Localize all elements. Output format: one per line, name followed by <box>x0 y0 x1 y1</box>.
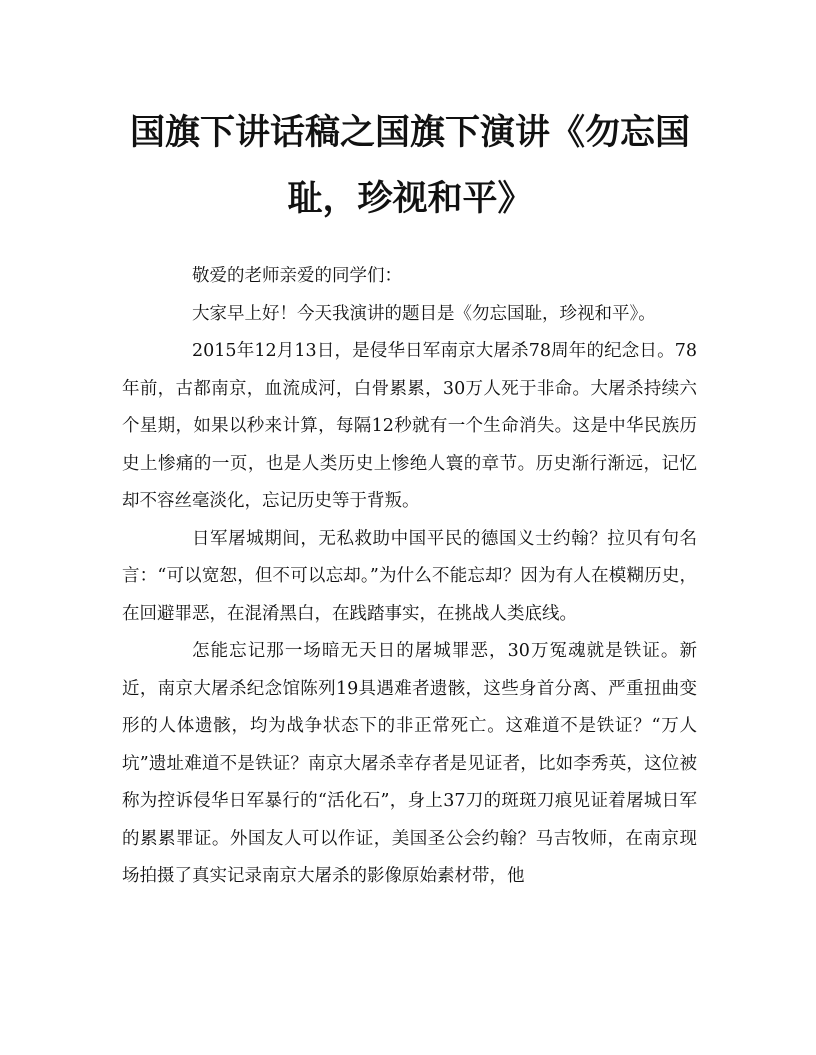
document-body <box>122 258 697 896</box>
body-paragraph: 怎能忘记那一场暗无天日的屠城罪恶，30万冤魂就是铁证。新近，南京大屠杀纪念馆陈列19具遇难者遗骸，这些身首分离、严重扭曲变形的人体遗骸，均为战争状态下的非正常死亡。这难道不是铁证？“万人坑”遗址难道不是铁证？南京大屠杀幸存者是见证者，比如李秀英，这位被称为控诉侵华日军暴行的“活化石”，身上37刀的斑斑刀痕见证着屠城日军的累累罪证。外国友人可以作证，美国圣公会约翰？马吉牧师，在南京现场拍摄了真实记录南京大屠杀的影像原始素材带，他 <box>122 641 697 886</box>
body-paragraph: 2015年12月13日，是侵华日军南京大屠杀78周年的纪念日。78年前，古都南京，血流成河，白骨累累，30万人死于非命。大屠杀持续六个星期，如果以秒来计算，每隔12秒就有一个生命消失。这是中华民族历史上惨痛的一页，也是人类历史上惨绝人寰的章节。历史渐行渐远，记忆却不容丝毫淡化，忘记历史等于背叛。 <box>122 341 697 511</box>
body-paragraph: 日军屠城期间，无私救助中国平民的德国义士约翰？拉贝有句名言：“可以宽恕，但不可以忘却。”为什么不能忘却？因为有人在模糊历史，在回避罪恶，在混淆黑白，在践踏事实，在挑战人类底线。 <box>122 528 697 624</box>
document-title: 国旗下讲话稿之国旗下演讲《勿忘国耻，珍视和平》 <box>129 112 690 219</box>
greeting-paragraph: 大家早上好！今天我演讲的题目是《勿忘国耻，珍视和平》。 <box>192 303 656 324</box>
salutation-paragraph: 敬爱的老师亲爱的同学们： <box>192 266 402 286</box>
